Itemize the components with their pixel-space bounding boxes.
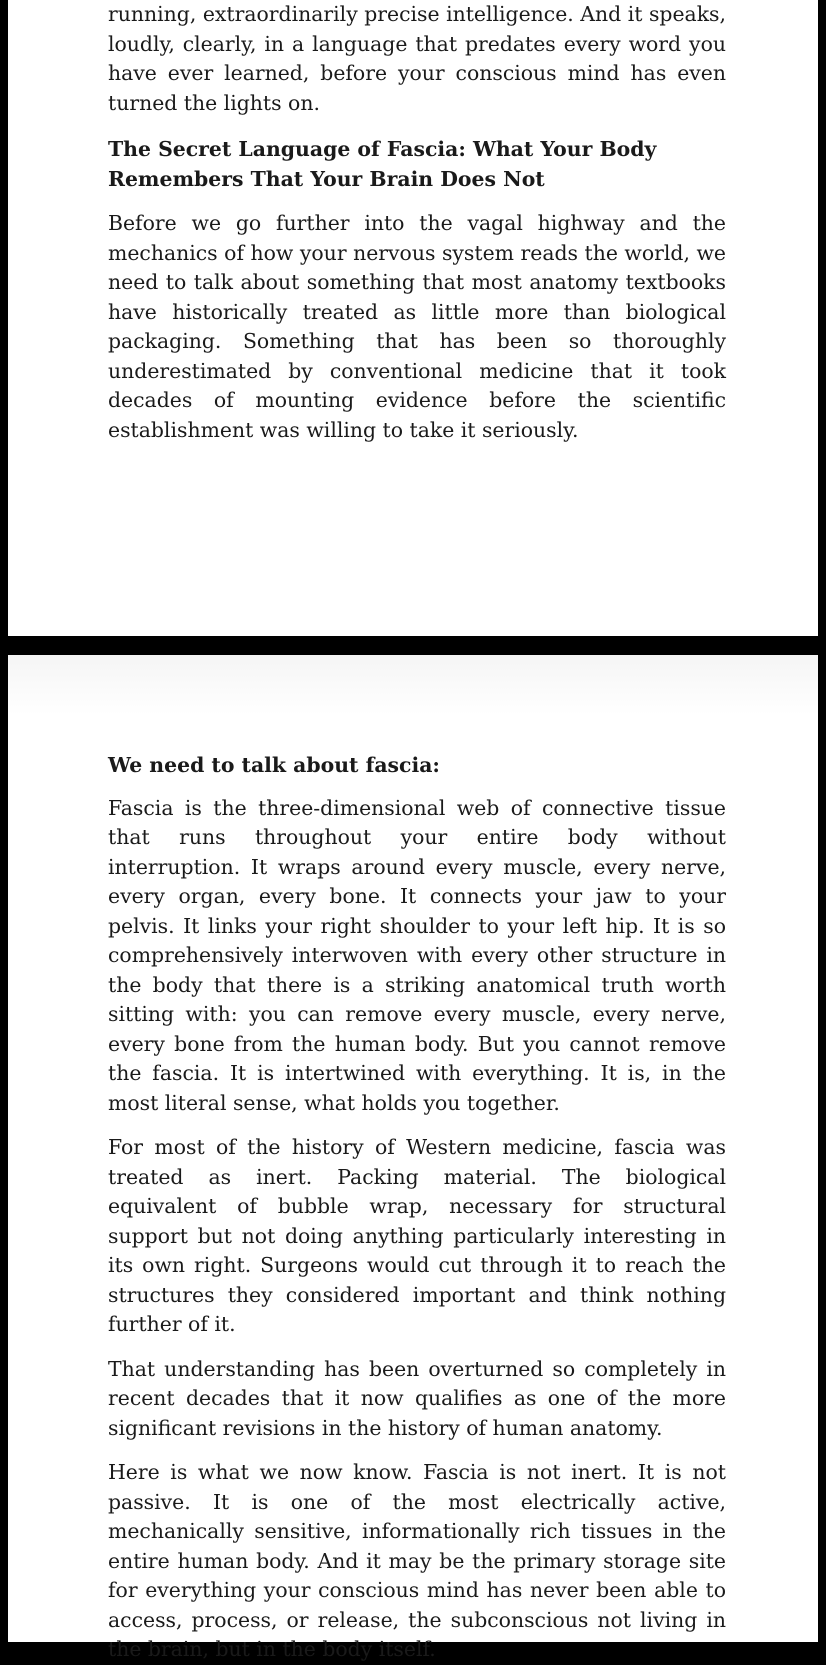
intro-paragraph: running, extraordinarily precise intelligence. And it speaks, loudly, clearly, in a language that predates every word you have ever learned, before your conscious mind has even turned the lights on. xyxy=(108,2,726,115)
page-top-content xyxy=(108,0,726,445)
page-top xyxy=(8,0,818,636)
page-bottom xyxy=(8,655,818,1661)
body-paragraph: Here is what we now know. Fascia is not inert. It is not passive. It is one of the most electrically active, mechanically sensitive, informationally rich tissues in the entire human body. And it may be the primary storage site for everything your conscious mind has never been able to access, process, or release, the subconscious not living in the brain, but in the body itself. xyxy=(108,1460,726,1661)
body-paragraph: That understanding has been overturned so completely in recent decades that it now qualifies as one of the more significant revisions in the history of human anatomy. xyxy=(108,1356,726,1440)
section-heading: The Secret Language of Fascia: What Your Body Remembers That Your Brain Does Not xyxy=(108,137,657,191)
page-bottom-content xyxy=(108,751,726,1665)
body-paragraph: For most of the history of Western medicine, fascia was treated as inert. Packing material. The biological equivalent of bubble wrap, necessary for structural support but not doing anything particularly interesting in its own right. Surgeons would cut through it to reach the structures they considered important and think nothing further of it. xyxy=(108,1135,726,1336)
body-paragraph: Fascia is the three-dimensional web of connective tissue that runs throughout your entire body without interruption. It wraps around every muscle, every nerve, every organ, every bone. It connects your jaw to your pelvis. It links your right shoulder to your left hip. It is so comprehensively interwoven with every other structure in the body that there is a striking anatomical truth worth sitting with: you can remove every muscle, every nerve, every bone from the human body. But you cannot remove the fascia. It is intertwined with everything. It is, in the most literal sense, what holds you together. xyxy=(108,795,726,1115)
body-paragraph: Before we go further into the vagal highway and the mechanics of how your nervous system reads the world, we need to talk about something that most anatomy textbooks have historically treated as little more than biological packaging. Something that has been so thoroughly underestimated by conventional medicine that it took decades of mounting evidence before the scientific establishment was willing to take it seriously. xyxy=(108,211,726,442)
subsection-heading: We need to talk about fascia: xyxy=(108,753,440,777)
